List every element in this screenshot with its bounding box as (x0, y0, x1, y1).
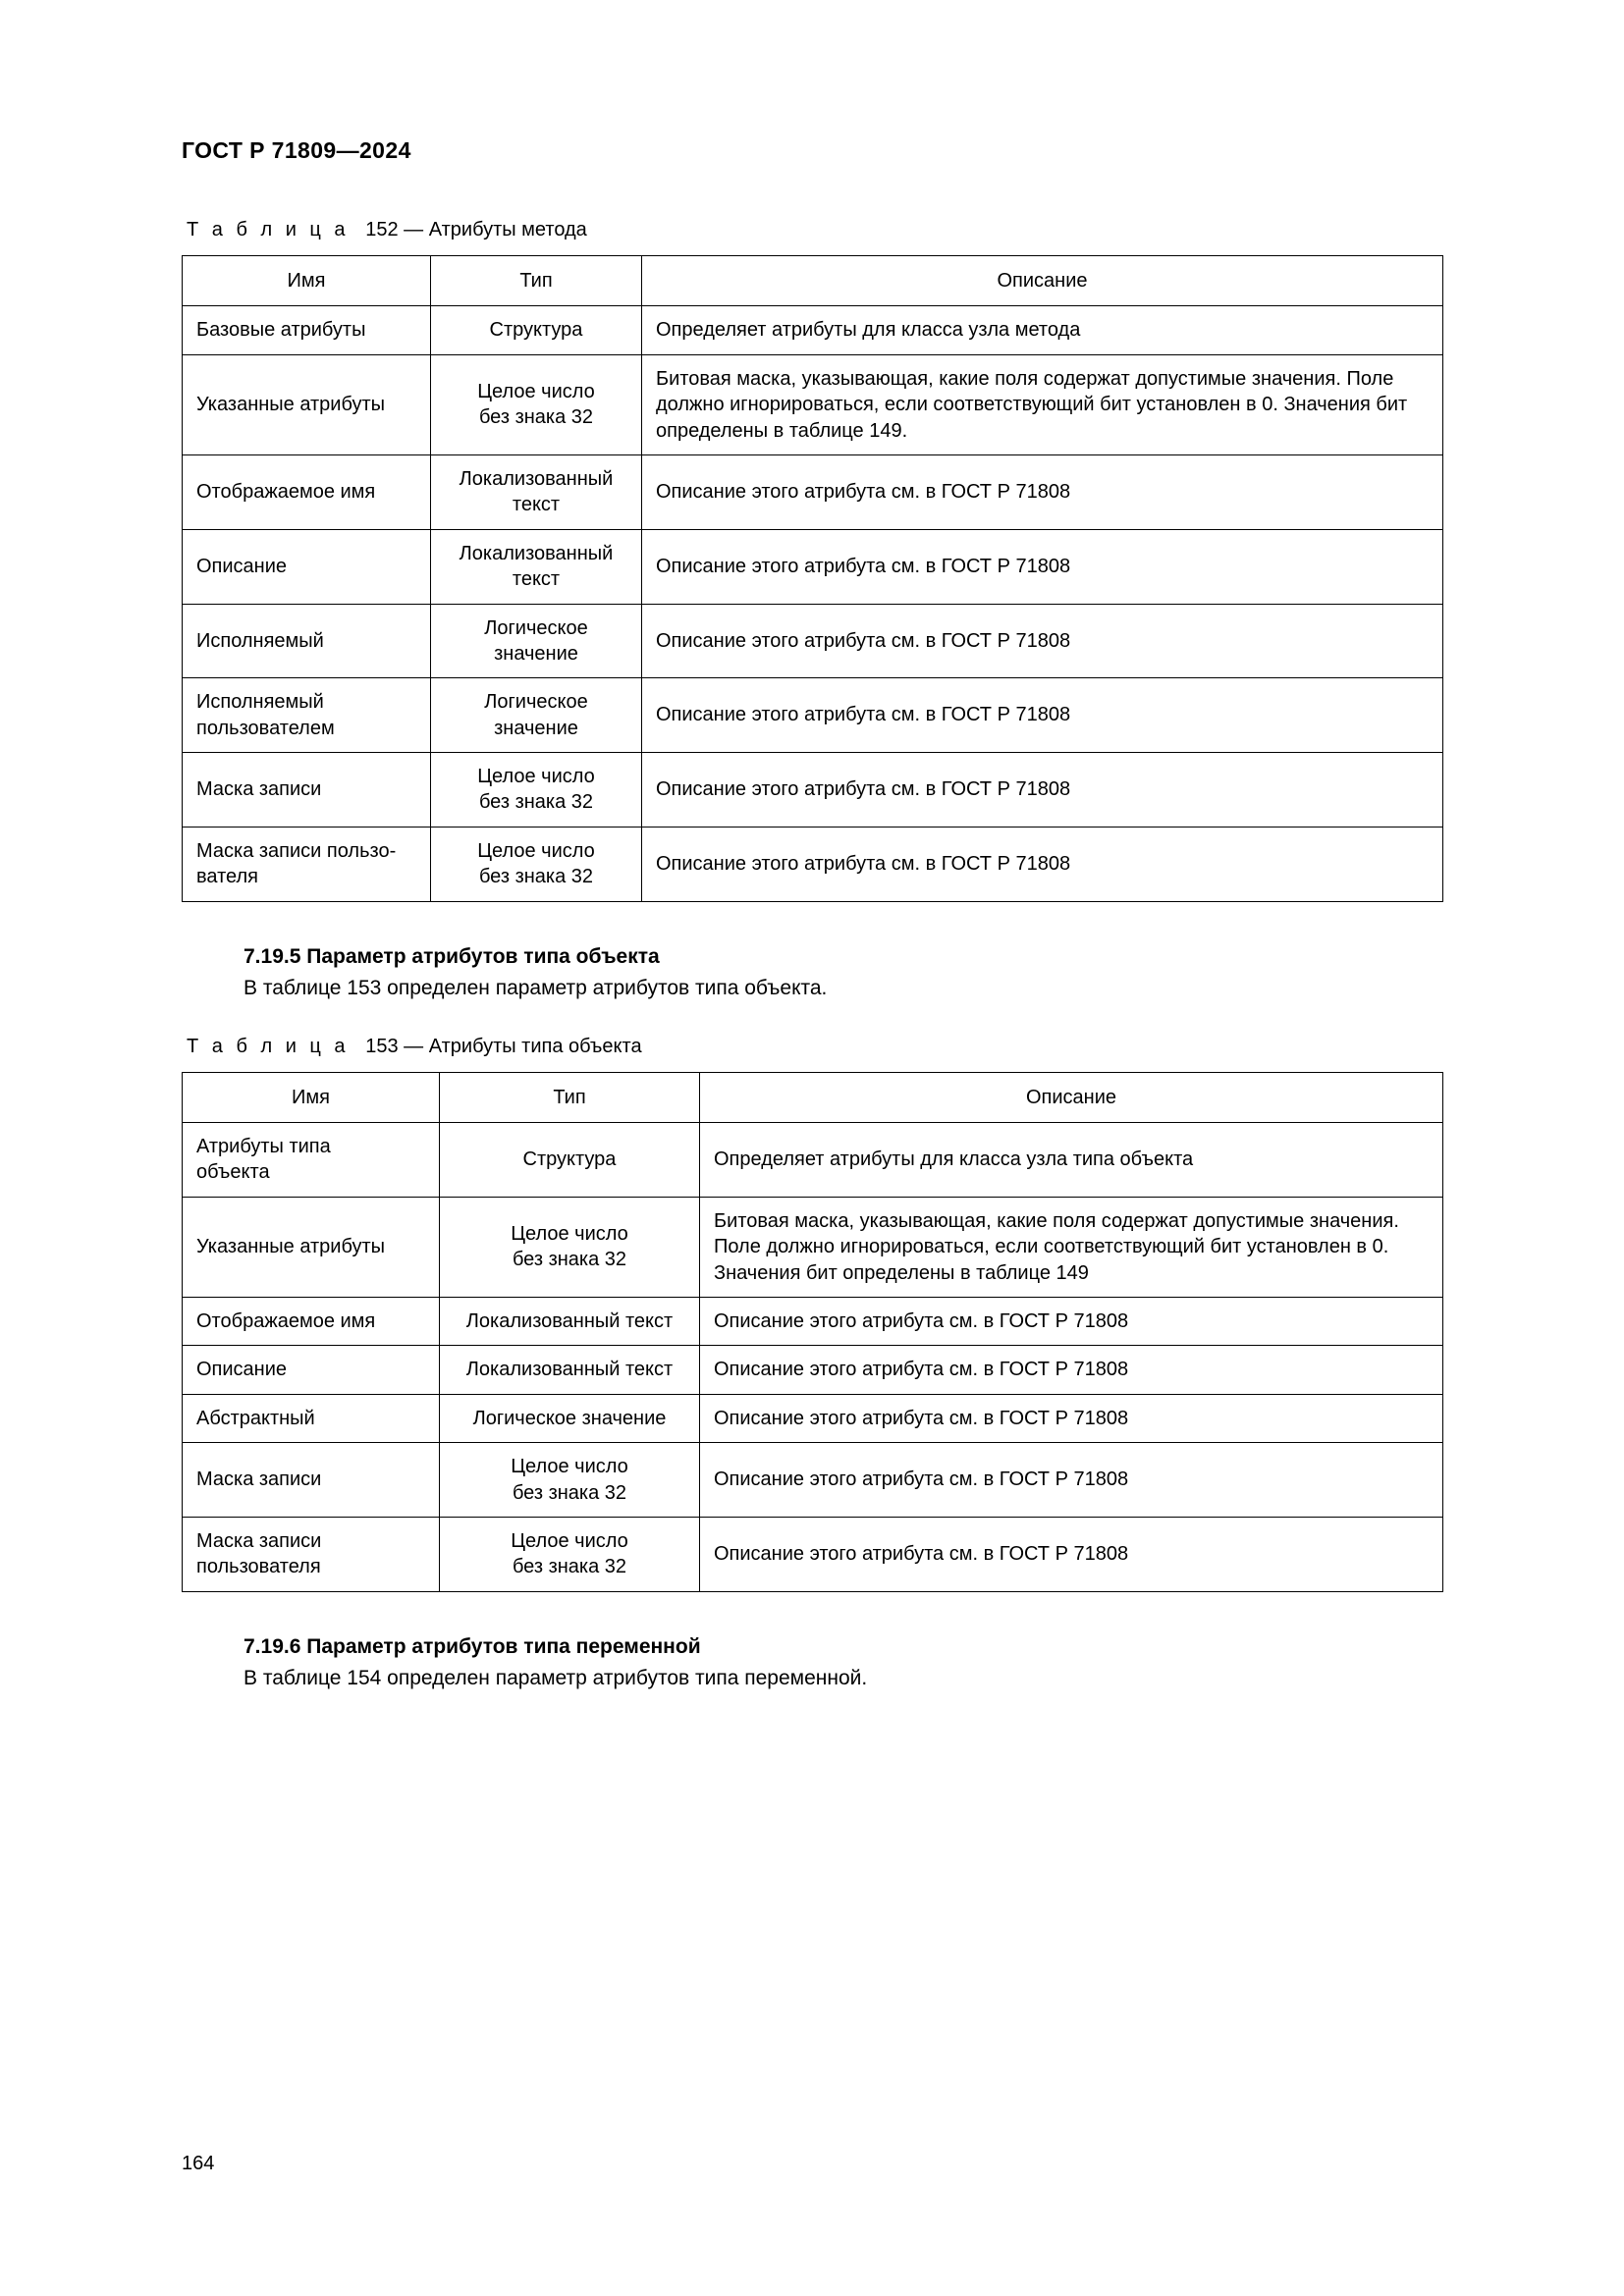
column-header-name: Имя (183, 1072, 440, 1122)
table-row (183, 354, 1443, 454)
table-152-caption-text: 152 — Атрибуты метода (365, 219, 587, 240)
cell-type: Целое число без знака 32 (440, 1197, 700, 1297)
cell-name: Исполняемый пользователем (183, 678, 431, 753)
section-7-19-5-title: 7.19.5 Параметр атрибутов типа объекта (244, 944, 660, 968)
column-header-type: Тип (440, 1072, 700, 1122)
cell-name: Маска записи пользователя (183, 1517, 440, 1591)
cell-type: Структура (440, 1123, 700, 1198)
column-header-description: Описание (642, 256, 1443, 306)
table-153-caption (187, 1036, 1442, 1058)
cell-name: Маска записи пользо- вателя (183, 827, 431, 901)
cell-type: Логическое значение (431, 604, 642, 678)
cell-description: Описание этого атрибута см. в ГОСТ Р 71808 (642, 529, 1443, 604)
section-7-19-6-title: 7.19.6 Параметр атрибутов типа переменной (244, 1634, 701, 1658)
table-153 (182, 1072, 1443, 1592)
cell-name: Отображаемое имя (183, 1297, 440, 1345)
cell-name: Указанные атрибуты (183, 354, 431, 454)
table-153-caption-label: Т а б л и ц а (187, 1035, 350, 1057)
table-row (183, 1346, 1443, 1394)
table-row (183, 454, 1443, 529)
column-header-type: Тип (431, 256, 642, 306)
cell-type: Локализованный текст (440, 1346, 700, 1394)
cell-type: Локализованный текст (431, 454, 642, 529)
cell-name: Маска записи (183, 1443, 440, 1518)
table-row (183, 1297, 1443, 1345)
cell-name: Описание (183, 529, 431, 604)
table-row (183, 604, 1443, 678)
section-7-19-6-paragraph: В таблице 154 определен параметр атрибутов типа переменной. (244, 1666, 868, 1689)
cell-type: Целое число без знака 32 (431, 753, 642, 828)
cell-name: Описание (183, 1346, 440, 1394)
cell-name: Атрибуты типа объекта (183, 1123, 440, 1198)
cell-description: Описание этого атрибута см. в ГОСТ Р 71808 (700, 1346, 1443, 1394)
cell-type: Логическое значение (431, 678, 642, 753)
table-header-row (183, 1072, 1443, 1122)
table-152-caption-label: Т а б л и ц а (187, 219, 350, 240)
column-header-name: Имя (183, 256, 431, 306)
cell-description: Описание этого атрибута см. в ГОСТ Р 71808 (642, 604, 1443, 678)
cell-name: Исполняемый (183, 604, 431, 678)
cell-description: Определяет атрибуты для класса узла типа объекта (700, 1123, 1443, 1198)
table-row (183, 753, 1443, 828)
cell-type: Структура (431, 306, 642, 354)
table-row (183, 1197, 1443, 1297)
table-row (183, 529, 1443, 604)
table-row (183, 1394, 1443, 1442)
cell-description: Описание этого атрибута см. в ГОСТ Р 71808 (642, 753, 1443, 828)
cell-description: Битовая маска, указывающая, какие поля содержат допустимые значения. Поле должно игнорироваться, если соответствующий бит установлен в 0. Значения бит определены в таблице 149. (642, 354, 1443, 454)
page-title: ГОСТ Р 71809—2024 (182, 137, 411, 163)
section-7-19-5-paragraph: В таблице 153 определен параметр атрибутов типа объекта. (244, 976, 828, 999)
cell-type: Локализованный текст (431, 529, 642, 604)
table-row (183, 306, 1443, 354)
cell-name: Абстрактный (183, 1394, 440, 1442)
cell-description: Описание этого атрибута см. в ГОСТ Р 71808 (700, 1517, 1443, 1591)
cell-type: Целое число без знака 32 (440, 1517, 700, 1591)
cell-name: Отображаемое имя (183, 454, 431, 529)
cell-description: Описание этого атрибута см. в ГОСТ Р 71808 (700, 1297, 1443, 1345)
cell-type: Логическое значение (440, 1394, 700, 1442)
table-153-body (183, 1123, 1443, 1592)
table-153-caption-text: 153 — Атрибуты типа объекта (365, 1035, 642, 1057)
cell-description: Описание этого атрибута см. в ГОСТ Р 71808 (642, 454, 1443, 529)
cell-description: Битовая маска, указывающая, какие поля содержат допустимые значения. Поле должно игнорироваться, если соответствующий бит установлен в 0. Значения бит определены в таблице 149 (700, 1197, 1443, 1297)
column-header-description: Описание (700, 1072, 1443, 1122)
table-row (183, 1517, 1443, 1591)
table-152 (182, 255, 1443, 902)
cell-name: Базовые атрибуты (183, 306, 431, 354)
cell-description: Определяет атрибуты для класса узла метода (642, 306, 1443, 354)
cell-type: Целое число без знака 32 (431, 827, 642, 901)
cell-description: Описание этого атрибута см. в ГОСТ Р 71808 (642, 827, 1443, 901)
cell-type: Целое число без знака 32 (440, 1443, 700, 1518)
table-header-row (183, 256, 1443, 306)
cell-description: Описание этого атрибута см. в ГОСТ Р 71808 (700, 1443, 1443, 1518)
table-row (183, 1443, 1443, 1518)
table-152-body (183, 306, 1443, 901)
cell-type: Целое число без знака 32 (431, 354, 642, 454)
table-152-caption (187, 219, 1442, 241)
cell-description: Описание этого атрибута см. в ГОСТ Р 71808 (700, 1394, 1443, 1442)
cell-name: Маска записи (183, 753, 431, 828)
table-row (183, 1123, 1443, 1198)
table-row (183, 827, 1443, 901)
cell-name: Указанные атрибуты (183, 1197, 440, 1297)
page-number: 164 (182, 2153, 215, 2174)
table-row (183, 678, 1443, 753)
cell-description: Описание этого атрибута см. в ГОСТ Р 71808 (642, 678, 1443, 753)
cell-type: Локализованный текст (440, 1297, 700, 1345)
